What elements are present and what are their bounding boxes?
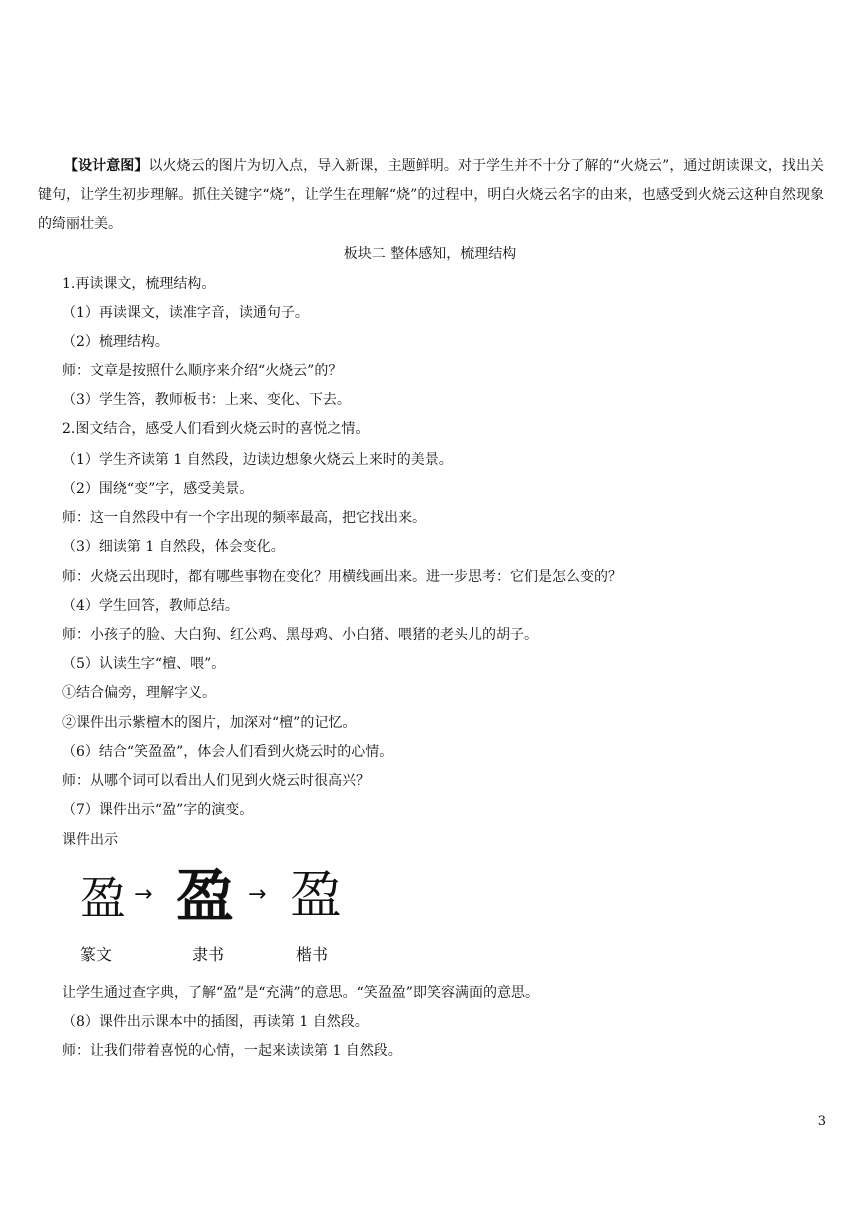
text-line: （7）课件出示“盈”字的演变。: [62, 802, 254, 818]
text-line: 师：这一自然段中有一个字出现的频率最高，把它找出来。: [62, 510, 426, 526]
regular-script-glyph: 盈: [290, 866, 343, 926]
page-number: 3: [817, 1114, 826, 1129]
text-line: （3）细读第 1 自然段，体会变化。: [62, 539, 285, 555]
text-line: 师：火烧云出现时，都有哪些事物在变化？用横线画出来。进一步思考：它们是怎么变的？: [62, 569, 622, 585]
text-line: 1.再读课文，梳理结构。: [62, 276, 216, 292]
text-line: （1）再读课文，读准字音，读通句子。: [62, 305, 309, 321]
section-title: 板块二 整体感知，梳理结构: [343, 246, 517, 262]
text-line: （2）围绕“变”字，感受美景。: [62, 481, 254, 497]
arrow-right-icon: →: [248, 882, 267, 907]
text-line: （2）梳理结构。: [62, 334, 169, 350]
character-evolution-figure: [80, 862, 400, 966]
text-line: 课件出示: [62, 832, 118, 848]
arrow-right-icon: →: [134, 882, 153, 907]
seal-script-glyph: 盈: [80, 871, 126, 925]
text-line: ①结合偏旁，理解字义。: [62, 685, 216, 701]
design-intent-text: 以火烧云的图片为切入点，导入新课，主题鲜明。对于学生并不十分了解的“火烧云”，通过朗读课文，找出关键句，让学生初步理解。抓住关键字“烧”，让学生在理解“烧”的过程中，明白火烧云名字的由来，也感受到火烧云这种自然现象的绮丽壮美。: [38, 158, 825, 232]
text-line: （1）学生齐读第 1 自然段，边读边想象火烧云上来时的美景。: [62, 452, 453, 468]
text-line: （8）课件出示课本中的插图，再读第 1 自然段。: [62, 1014, 369, 1030]
text-line: 师：让我们带着喜悦的心情，一起来读读第 1 自然段。: [62, 1043, 402, 1059]
text-line: （3）学生答，教师板书：上来、变化、下去。: [62, 392, 351, 408]
caption-seal-script: 篆文: [80, 945, 113, 964]
design-intent-paragraph: [38, 152, 824, 239]
design-intent-label: 【设计意图】: [64, 158, 149, 174]
text-line: 让学生通过查字典，了解“盈”是“充满”的意思。“笑盈盈”即笑容满面的意思。: [62, 985, 539, 1001]
caption-regular-script: 楷书: [296, 945, 329, 964]
text-line: 2.图文结合，感受人们看到火烧云时的喜悦之情。: [62, 421, 370, 437]
caption-clerical-script: 隶书: [192, 945, 225, 964]
text-line: （5）认读生字“檀、喂”。: [62, 656, 226, 672]
text-line: 师：文章是按照什么顺序来介绍“火烧云”的？: [62, 363, 343, 379]
text-line: 师：小孩子的脸、大白狗、红公鸡、黑母鸡、小白猪、喂猪的老头儿的胡子。: [62, 627, 538, 643]
text-line: （4）学生回答，教师总结。: [62, 598, 239, 614]
text-line: 师：从哪个词可以看出人们见到火烧云时很高兴？: [62, 773, 370, 789]
text-line: （6）结合“笑盈盈”，体会人们看到火烧云时的心情。: [62, 744, 394, 760]
clerical-script-glyph: 盈: [176, 862, 235, 930]
text-line: ②课件出示紫檀木的图片，加深对“檀”的记忆。: [62, 715, 357, 731]
